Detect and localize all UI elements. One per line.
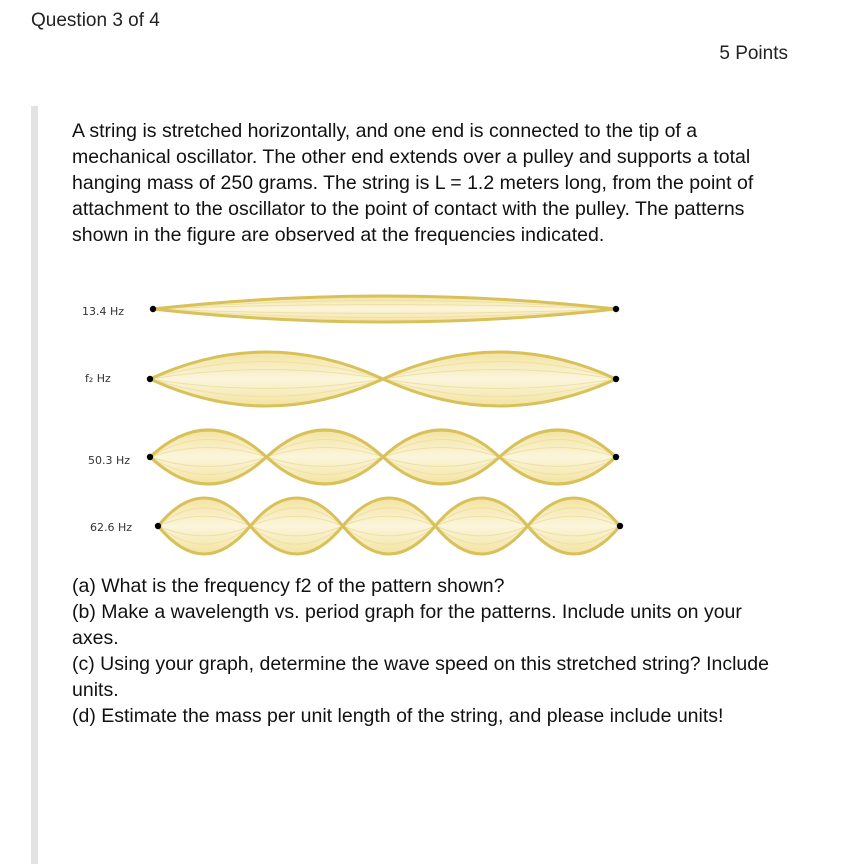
wave-loop-envelope <box>528 498 620 554</box>
pulley-endpoint <box>613 376 619 382</box>
question-counter: Question 3 of 4 <box>31 10 160 31</box>
question-parts <box>72 573 772 729</box>
pulley-endpoint <box>617 523 623 529</box>
question-prompt: A string is stretched horizontally, and one end is connected to the tip of a mechanical oscillator. The other end extends over a pulley and supports a total hanging mass of 250 grams. The string is L = 1.2 meters long, from the point of attachment to the oscillator to the point of contact with the pulley. The patterns shown in the figure are observed at the frequencies indicated. <box>72 120 754 246</box>
wave-loop-envelope <box>250 498 342 554</box>
wave-loop-envelope <box>158 498 250 554</box>
pattern-row-4 <box>90 498 623 554</box>
pattern-row-1 <box>82 296 619 322</box>
pattern-row-3 <box>88 430 619 484</box>
points-label: 5 Points <box>719 43 788 64</box>
wave-loop-envelope <box>267 430 384 484</box>
wave-loop-envelope <box>383 430 500 484</box>
pattern-4-frequency-label: 62.6 Hz <box>90 521 133 534</box>
pattern-3-frequency-label: 50.3 Hz <box>88 454 131 467</box>
wave-loop-envelope <box>383 352 616 406</box>
pattern-1-frequency-label: 13.4 Hz <box>82 305 125 318</box>
oscillator-endpoint <box>155 523 161 529</box>
pulley-endpoint <box>613 306 619 312</box>
wave-loop-envelope <box>500 430 617 484</box>
pattern-2-frequency-label: f₂ Hz <box>85 372 111 385</box>
wave-loop-envelope <box>343 498 435 554</box>
pulley-endpoint <box>613 454 619 460</box>
standing-wave-figure <box>60 276 640 561</box>
part-d: (d) Estimate the mass per unit length of the string, and please include units! <box>72 705 724 727</box>
oscillator-endpoint <box>150 306 156 312</box>
content-left-border <box>31 106 38 864</box>
part-b: (b) Make a wavelength vs. period graph for the patterns. Include units on your axes. <box>72 601 742 649</box>
standing-wave-diagram <box>60 276 640 561</box>
pattern-row-2 <box>85 352 619 406</box>
wave-loop-envelope <box>150 352 383 406</box>
part-c: (c) Using your graph, determine the wave speed on this stretched string? Include units. <box>72 653 769 701</box>
wave-loop-envelope <box>435 498 527 554</box>
oscillator-endpoint <box>147 376 153 382</box>
wave-loop-envelope <box>153 296 616 322</box>
oscillator-endpoint <box>147 454 153 460</box>
part-a: (a) What is the frequency f2 of the pattern shown? <box>72 575 505 597</box>
wave-loop-envelope <box>150 430 267 484</box>
